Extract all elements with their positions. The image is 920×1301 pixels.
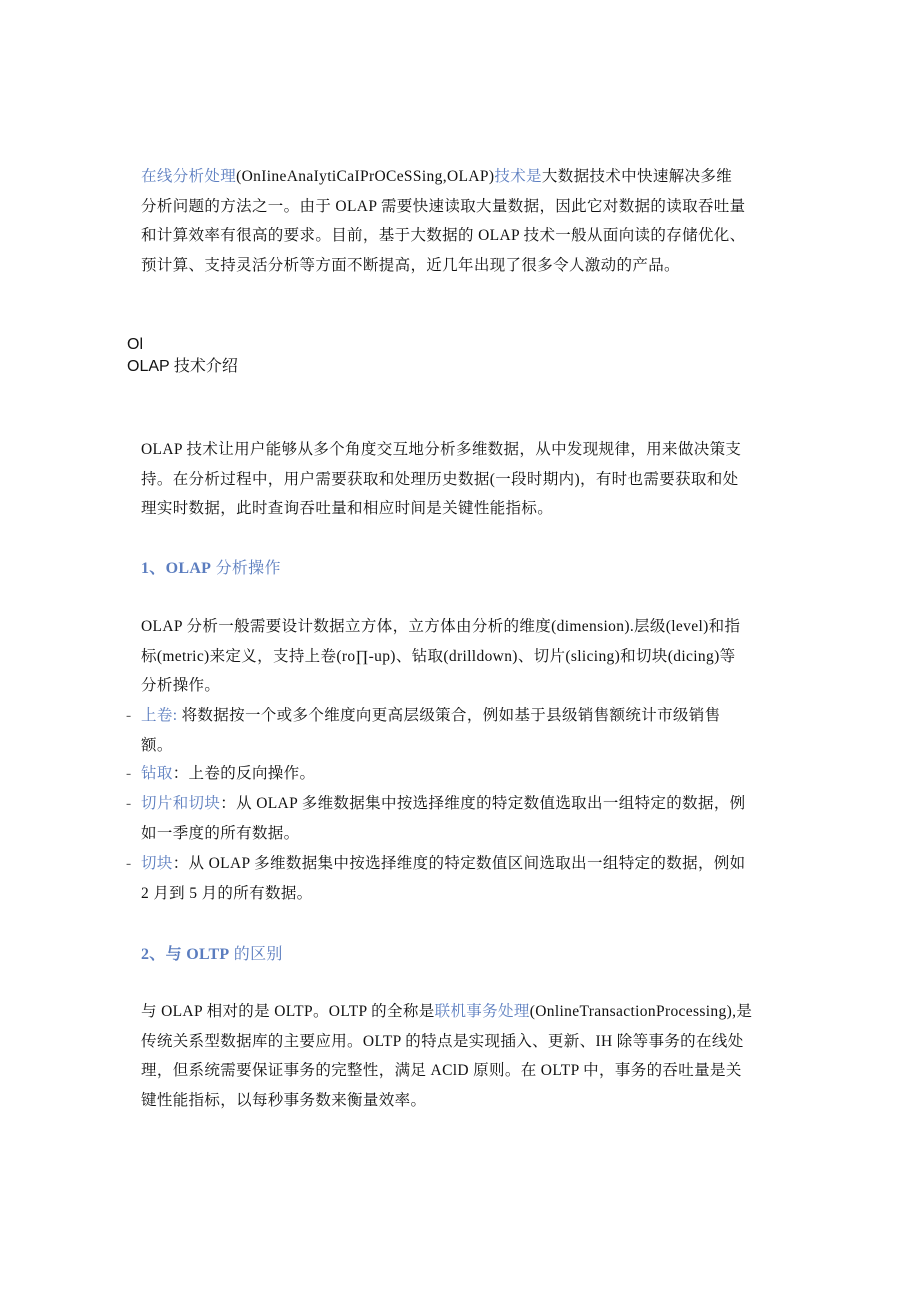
intro-paragraph (141, 162, 791, 280)
subheading-2-title: 的区别 (229, 946, 283, 963)
section-intro-line-3: 理实时数据，此时查询吞吐量和相应时间是关键性能指标。 (141, 500, 554, 517)
oltp-line-1 (141, 997, 791, 1027)
bullet-slice-dice (126, 789, 791, 848)
oltp-paragraph (141, 997, 791, 1115)
bullet-dice (126, 849, 791, 908)
bullet-term: 钻取 (141, 765, 173, 782)
bullet-text: 将数据按一个或多个维度向更高层级策合，例如基于县级销售额统计市级销售 (177, 707, 721, 724)
bullet-dash: - (126, 795, 132, 812)
oltp-line-2: 传统关系型数据库的主要应用。OLTP 的特点是实现插入、更新、IH 除等事务的在线处 (141, 1032, 744, 1050)
oltp-line-3: 理，但系统需要保证事务的完整性，满足 AClD 原则。在 OLTP 中，事务的吞吐量是关 (141, 1062, 742, 1079)
bullet-text: ：上卷的反向操作。 (172, 765, 316, 782)
oltp-line-1-b: (OnlineTransactionProcessing),是 (529, 1003, 753, 1020)
subheading-olap-operations (141, 557, 281, 581)
oltp-line-1-a: 与 OLAP 相对的是 OLTP。OLTP 的全称是 (141, 1003, 435, 1020)
subheading-2-num: 2、与 (141, 946, 187, 963)
intro-term: 在线分析处理 (141, 168, 237, 185)
bullet-dash: - (126, 765, 132, 782)
intro-line-4: 预计算、支持灵活分析等方面不断提高，近几年出现了很多令人激动的产品。 (141, 256, 680, 274)
olap-ops-line-1: OLAP 分析一般需要设计数据立方体，立方体由分析的维度(dimension).层级(level)和指 (141, 618, 741, 635)
intro-line-1 (141, 162, 791, 192)
subheading-oltp-difference (141, 943, 283, 967)
intro-term-tail: 技术是 (494, 168, 542, 185)
intro-line-3: 和计算效率有很高的要求。目前，基于大数据的 OLAP 技术一般从面向读的存储优化、 (141, 227, 746, 244)
heading-fragment: Ol (127, 336, 143, 353)
bullet-continuation: 额。 (141, 736, 173, 754)
subheading-2-bold: OLTP (186, 946, 230, 963)
bullet-term: 切片和切块 (141, 795, 221, 812)
bullet-roll-up (126, 701, 791, 760)
bullet-continuation: 如一季度的所有数据。 (141, 824, 300, 842)
bullet-term: 切块 (141, 855, 173, 872)
intro-line-2: 分析问题的方法之一。由于 OLAP 需要快速读取大量数据，因此它对数据的读取吞吐量 (141, 197, 746, 215)
olap-ops-line-2: 标(metric)来定义，支持上卷(ro∏-up)、钻取(drilldown)、切片(slicing)和切块(dicing)等 (141, 647, 736, 665)
intro-line-1-rest: 大数据技术中快速解决多维 (541, 168, 733, 185)
section-intro-line-1: OLAP 技术让用户能够从多个角度交互地分析多维数据，从中发现规律，用来做决策支 (141, 441, 742, 458)
subheading-1-bold: OLAP (165, 560, 212, 577)
bullet-term: 上卷: (141, 707, 178, 724)
section-intro-line-2: 持。在分析过程中，用户需要获取和处理历史数据(一段时期内)，有时也需要获取和处 (141, 470, 739, 488)
section-heading: OLAP 技术介绍 (127, 358, 238, 375)
intro-term-en: (OnIineAnaIytiCaIPrOCeSSing,OLAP) (236, 168, 495, 185)
oltp-line-4: 键性能指标，以每秒事务数来衡量效率。 (141, 1091, 427, 1109)
bullet-text: ：从 OLAP 多维数据集中按选择维度的特定数值区间选取出一组特定的数据，例如 (172, 855, 746, 872)
olap-operations-paragraph (141, 612, 791, 701)
bullet-dash: - (126, 855, 132, 872)
bullet-drill-down (126, 759, 791, 789)
bullet-dash: - (126, 707, 132, 724)
section-intro-paragraph (141, 435, 791, 524)
bullet-text: ：从 OLAP 多维数据集中按选择维度的特定数值选取出一组特定的数据，例 (220, 795, 746, 812)
oltp-term: 联机事务处理 (434, 1003, 530, 1020)
subheading-1-title: 分析操作 (211, 560, 281, 577)
subheading-1-num: 1、 (141, 560, 166, 577)
olap-ops-line-3: 分析操作。 (141, 677, 221, 694)
bullet-continuation: 2 月到 5 月的所有数据。 (141, 884, 313, 902)
